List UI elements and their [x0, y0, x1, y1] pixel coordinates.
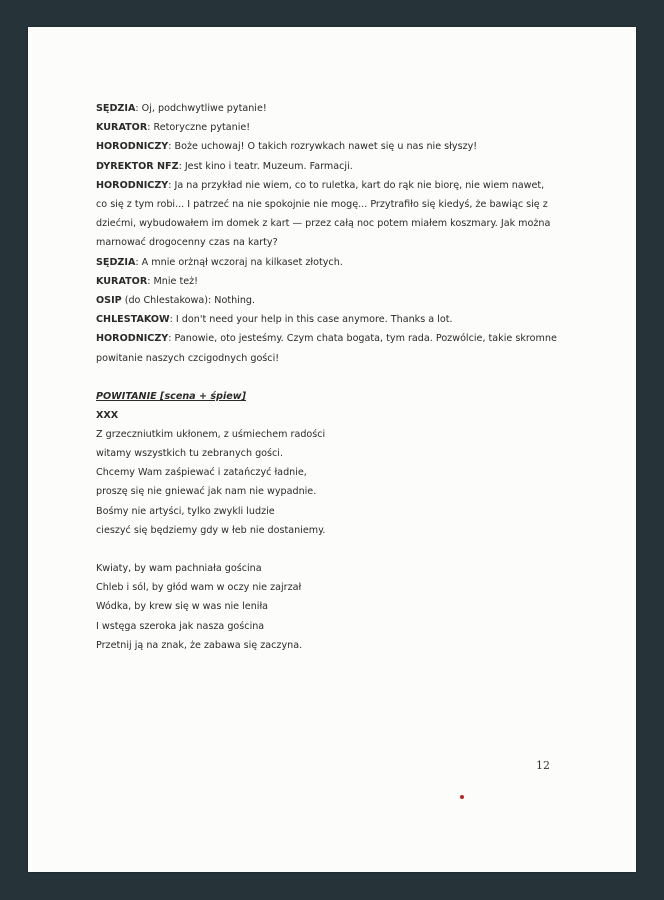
ink-dot — [460, 795, 464, 799]
verse-line: Przetnij ją na znak, że zabawa się zaczyna. — [96, 639, 303, 651]
section-heading: POWITANIE [scena + śpiew] — [96, 390, 246, 402]
line-text: : I don't need your help in this case anymore. Thanks a lot. — [169, 314, 453, 326]
verse-line: Z grzeczniutkim ukłonem, z uśmiechem radości — [96, 428, 326, 440]
verse-line: Chleb i sól, by głód wam w oczy nie zajrzał — [96, 582, 302, 594]
dialogue-line — [96, 291, 566, 310]
line-text: : Retoryczne pytanie! — [147, 122, 251, 134]
speaker-name: OSIP — [96, 295, 122, 307]
speaker-name: HORODNICZY — [96, 179, 169, 191]
line-text: : Jest kino i teatr. Muzeum. Farmacji. — [178, 160, 353, 172]
spacer — [96, 540, 566, 559]
dialogue-line — [96, 195, 566, 214]
speaker-name: SĘDZIA — [96, 256, 136, 268]
spacer — [96, 368, 566, 387]
dialogue-line — [96, 310, 566, 329]
verse-line: Bośmy nie artyści, tylko zwykli ludzie — [96, 505, 275, 517]
dialogue-line — [96, 272, 566, 291]
dialogue-line — [96, 253, 566, 272]
dialogue-section — [96, 99, 566, 368]
verse-line: cieszyć się będziemy gdy w łeb nie dostaniemy. — [96, 524, 326, 536]
line-text: (do Chlestakowa): Nothing. — [121, 295, 256, 307]
speaker-name: KURATOR — [96, 122, 148, 134]
dialogue-line — [96, 137, 566, 156]
verse-line: proszę się nie gniewać jak nam nie wypadnie. — [96, 486, 317, 498]
line-text: : A mnie orżnął wczoraj na kilkaset złotych. — [135, 256, 343, 268]
speaker-name: CHLESTAKOW — [96, 314, 170, 326]
page-content — [96, 99, 566, 655]
line-text: dziećmi, wybudowałem im domek z kart — przez całą noc potem miałem koszmary. Jak można — [96, 218, 551, 230]
stanza-1 — [96, 425, 566, 540]
speaker-name: KURATOR — [96, 275, 148, 287]
section-marker: XXX — [96, 409, 119, 421]
page-number: 12 — [536, 759, 550, 772]
dialogue-line — [96, 329, 566, 348]
verse-line: Kwiaty, by wam pachniała gościna — [96, 563, 262, 575]
dialogue-line — [96, 233, 566, 252]
speaker-name: SĘDZIA — [96, 103, 136, 114]
verse-line: Wódka, by krew się w was nie leniła — [96, 601, 269, 613]
speaker-name: HORODNICZY — [96, 141, 169, 153]
verse-line: witamy wszystkich tu zebranych gości. — [96, 448, 284, 460]
song-section — [96, 387, 566, 655]
line-text: co się z tym robi... I patrzeć na nie spokojnie nie mogę... Przytrafiło się kiedyś, że bawiąc się z — [96, 199, 548, 211]
dialogue-line — [96, 157, 566, 176]
line-text: : Ja na przykład nie wiem, co to ruletka, kart do rąk nie biorę, nie wiem nawet, — [168, 179, 545, 191]
verse-line: Chcemy Wam zaśpiewać i zatańczyć ładnie, — [96, 467, 307, 479]
line-text: powitanie naszych czcigodnych gości! — [96, 352, 280, 364]
line-text: marnować drogocenny czas na karty? — [96, 237, 278, 249]
line-text: : Mnie też! — [147, 275, 199, 287]
speaker-name: DYREKTOR NFZ — [96, 160, 179, 172]
stanza-2 — [96, 559, 566, 655]
dialogue-line — [96, 214, 566, 233]
dialogue-line — [96, 349, 566, 368]
dialogue-line — [96, 118, 566, 137]
line-text: : Oj, podchwytliwe pytanie! — [135, 103, 267, 114]
line-text: : Panowie, oto jesteśmy. Czym chata bogata, tym rada. Pozwólcie, takie skromne — [168, 333, 557, 345]
line-text: : Boże uchowaj! O takich rozrywkach nawet się u nas nie słyszy! — [168, 141, 478, 153]
verse-line: I wstęga szeroka jak nasza gościna — [96, 620, 265, 632]
speaker-name: HORODNICZY — [96, 333, 169, 345]
dialogue-line — [96, 99, 566, 118]
document-page — [28, 27, 636, 872]
dialogue-line — [96, 176, 566, 195]
